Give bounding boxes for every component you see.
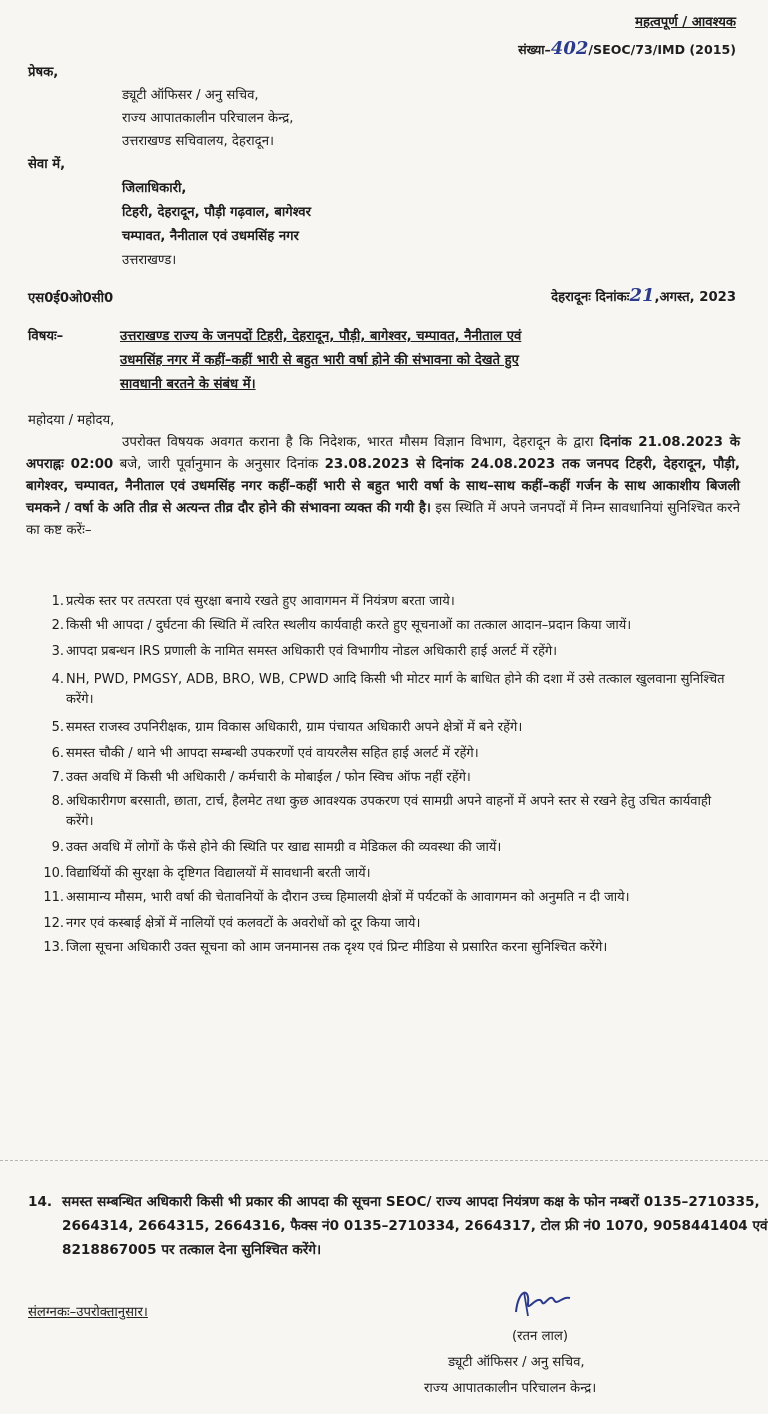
item-text: जिला सूचना अधिकारी उक्त सूचना को आम जनमानस तक दृश्य एवं प्रिन्ट मीडिया से प्रसारित करना सुनिश्चित करेंगे। xyxy=(66,940,608,955)
item-number: 6. xyxy=(51,746,64,761)
item-text: समस्त चौकी / थाने भी आपदा सम्बन्धी उपकरणों एवं वायरलैस सहित हाई अलर्ट में रहेंगे। xyxy=(66,746,479,761)
page-break-divider xyxy=(0,1160,768,1161)
date-day-handwritten: 21 xyxy=(629,285,655,306)
ref-suffix: /SEOC/73/IMD (2015) xyxy=(588,42,736,57)
intro-segment: उपरोक्त विषयक अवगत कराना है कि निदेशक, भारत मौसम विज्ञान विभाग, देहरादून xyxy=(122,435,551,450)
item-number: 5. xyxy=(51,720,64,735)
item-text: किसी भी आपदा / दुर्घटना की स्थिति में त्वरित स्थलीय कार्यवाही करते हुए सूचनाओं का तत्काल आदान–प्रदान किया जायें। xyxy=(66,618,632,633)
intro-segment: के द्वारा xyxy=(556,435,600,450)
reference-number xyxy=(518,38,736,59)
item-number: 11. xyxy=(43,890,64,905)
precautions-list xyxy=(43,592,738,958)
list-item xyxy=(48,616,738,636)
item-number: 10. xyxy=(43,866,64,881)
intro-paragraph xyxy=(26,432,740,542)
office-code: एस0ई0ओ0सी0 xyxy=(28,291,114,306)
ref-number-handwritten: 402 xyxy=(550,38,589,59)
item-text: उक्त अवधि में किसी भी अधिकारी / कर्मचारी के मोबाईल / फोन स्विच ऑफ नहीं रहेंगे। xyxy=(66,770,471,785)
list-item xyxy=(48,670,738,710)
subject-line-2: उधमसिंह नगर में कहीं–कहीं भारी से बहुत भारी वर्षा होने की संभावना को देखते हुए xyxy=(120,353,519,368)
recipient-label: सेवा में, xyxy=(28,157,66,172)
item-number: 13. xyxy=(43,940,64,955)
recipient-line-3: चम्पावत, नैनीताल एवं उधमसिंह नगर xyxy=(122,229,299,244)
item-number: 4. xyxy=(51,672,64,687)
list-item xyxy=(43,864,738,884)
list-item xyxy=(48,592,738,612)
dateline xyxy=(551,285,736,306)
signatory-designation: ड्यूटी ऑफिसर / अनु सचिव, xyxy=(448,1355,585,1370)
signatory-name: (रतन लाल) xyxy=(512,1329,569,1344)
intro-segment: बजे, जारी पूर्वानुमान के अनुसार दिनांक xyxy=(113,457,325,472)
intro-segment: इस स्थिति में अपने जनपदों में निम्न सावधानियां सुनिश्चित करने का कष्ट करेंः– xyxy=(26,501,741,538)
item-text: अधिकारीगण बरसाती, छाता, टार्च, हैलमेट तथा कुछ आवश्यक उपकरण एवं सामग्री अपने वाहनों में अपने स्तर से रखने हेतु उचित कार्यवाही करेंगे। xyxy=(66,794,712,829)
salutation: महोदया / महोदय, xyxy=(28,413,115,428)
item-number: 14. xyxy=(28,1194,53,1210)
item-text: नगर एवं कस्बाई क्षेत्रों में नालियों एवं कलवटों के अवरोधों को दूर किया जाये। xyxy=(66,916,421,931)
item-text: प्रत्येक स्तर पर तत्परता एवं सुरक्षा बनाये रखते हुए आवागमन में नियंत्रण बरता जाये। xyxy=(66,594,455,609)
item-number: 9. xyxy=(51,840,64,855)
sender-label: प्रेषक, xyxy=(28,65,59,80)
list-item xyxy=(43,914,738,934)
list-item xyxy=(48,642,738,662)
enclosure-note: संलग्नकः–उपरोक्तानुसार। xyxy=(28,1305,148,1320)
item-text: असामान्य मौसम, भारी वर्षा की चेतावनियों के दौरान उच्च हिमालयी क्षेत्रों में पर्यटकों के आवागमन को अनुमति न दी जाये। xyxy=(66,890,630,905)
signature-mark xyxy=(508,1282,578,1322)
item-text: NH, PWD, PMGSY, ADB, BRO, WB, CPWD आदि किसी भी मोटर मार्ग के बाधित होने की दशा में उसे तत्काल खुलवाना सुनिश्चित करेंगे। xyxy=(66,672,725,707)
item-number: 1. xyxy=(51,594,64,609)
item-text: उक्त अवधि में लोगों के फँसे होने की स्थिति पर खाद्य सामग्री व मेडिकल की व्यवस्था की जायें। xyxy=(66,840,502,855)
intro-segment-bold: दिनांक 21.08.2023 के अपराह्नः 02:00 xyxy=(26,435,740,472)
item-number: 3. xyxy=(51,644,64,659)
recipient-line-1: जिलाधिकारी, xyxy=(122,181,187,196)
item-number: 8. xyxy=(51,794,64,809)
subject-line-3: सावधानी बरतने के संबंध में। xyxy=(120,377,256,392)
item-number: 12. xyxy=(43,916,64,931)
list-item xyxy=(48,718,738,738)
list-item xyxy=(48,792,738,832)
list-item xyxy=(48,838,738,858)
item-text: समस्त राजस्व उपनिरीक्षक, ग्राम विकास अधिकारी, ग्राम पंचायत अधिकारी अपने क्षेत्रों में बने रहेंगे। xyxy=(66,720,523,735)
list-item xyxy=(43,888,738,908)
list-item xyxy=(43,938,738,958)
list-item xyxy=(48,744,738,764)
priority-label: महत्वपूर्ण / आवश्यक xyxy=(635,15,736,30)
item-text: विद्यार्थियों की सुरक्षा के दृष्टिगत विद्यालयों में सावधानी बरती जायें। xyxy=(66,866,371,881)
item-text: आपदा प्रबन्धन IRS प्रणाली के नामित समस्त अधिकारी एवं विभागीय नोडल अधिकारी हाई अलर्ट में रहेंगे। xyxy=(66,644,558,659)
item-text: समस्त सम्बन्धित अधिकारी किसी भी प्रकार की आपदा की सूचना SEOC/ राज्य आपदा नियंत्रण कक्ष के फोन नम्बरों 0135–2710335, 2664314, 2664315, 2664316, फैक्स नं0 0135–2710334, 2664317, टोल फ्री नं0 1070, 9058441404 एवं 8218867005 पर तत्काल देना सुनिश्चित करेंगे। xyxy=(62,1194,768,1258)
point-14 xyxy=(28,1190,768,1262)
recipient-line-2: टिहरी, देहरादून, पौड़ी गढ़वाल, बागेश्वर xyxy=(122,205,312,220)
recipient-line-4: उत्तराखण्ड। xyxy=(122,253,177,268)
subject-label: विषयः– xyxy=(28,329,64,344)
intro-segment-bold: 23.08.2023 से दिनांक 24.08.2023 तक जनपद टिहरी, देहरादून, पौड़ी, बागेश्वर, चम्पावत, नैनीताल एवं उधमसिंह नगर कहीं–कहीं भारी से बहुत भारी वर्षा के साथ–साथ कहीं–कहीं गर्जन के साथ आकाशीय बिजली चमकने / वर्षा के अति तीव्र से अत्यन्त तीव्र दौर होने की संभावना व्यक्त की गयी है। xyxy=(26,457,741,516)
signatory-office: राज्य आपातकालीन परिचालन केन्द्र। xyxy=(424,1381,597,1396)
list-item xyxy=(48,768,738,788)
item-number: 7. xyxy=(51,770,64,785)
date-month-year: ,अगस्त, 2023 xyxy=(654,290,736,305)
date-place: देहरादूनः दिनांकः xyxy=(551,290,630,305)
item-number: 2. xyxy=(51,618,64,633)
subject-line-1: उत्तराखण्ड राज्य के जनपदों टिहरी, देहरादून, पौड़ी, बागेश्वर, चम्पावत, नैनीताल एवं xyxy=(120,329,522,344)
sender-line-1: ड्यूटी ऑफिसर / अनु सचिव, xyxy=(122,88,259,103)
sender-line-3: उत्तराखण्ड सचिवालय, देहरादून। xyxy=(122,134,275,149)
sender-line-2: राज्य आपातकालीन परिचालन केन्द्र, xyxy=(122,111,294,126)
ref-prefix: संख्या– xyxy=(518,42,551,57)
